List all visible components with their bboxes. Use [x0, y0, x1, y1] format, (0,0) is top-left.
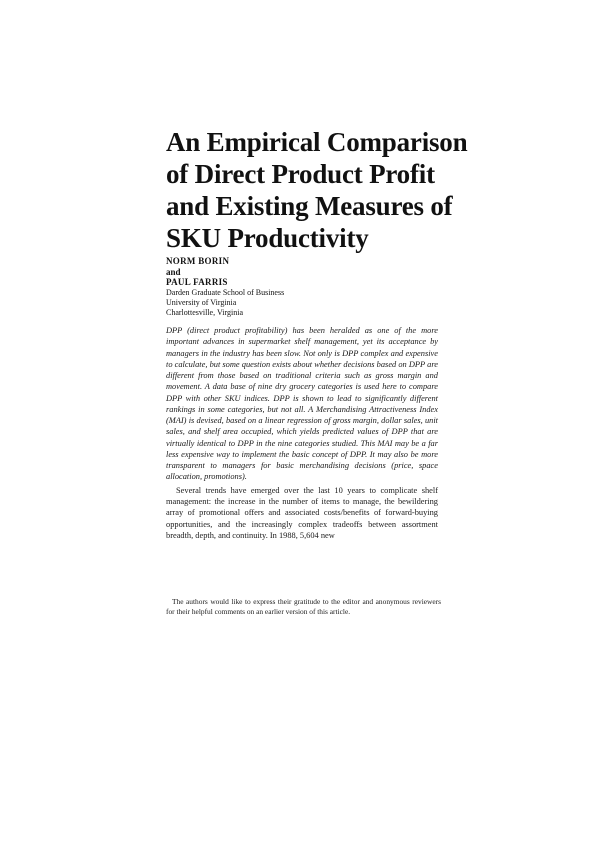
affiliation-line-1: Darden Graduate School of Business — [166, 287, 285, 297]
acknowledgment-footnote: The authors would like to express their gratitude to the editor and anonymous reviewers for their helpful comments on an earlier version of this article. — [166, 597, 441, 616]
title-line-4: SKU Productivity — [166, 223, 369, 253]
author-name-2: PAUL FARRIS — [166, 277, 228, 287]
article-title — [166, 126, 466, 254]
author-conjunction: and — [166, 266, 181, 277]
author-name-1: NORM BORIN — [166, 256, 230, 266]
affiliation-line-3: Charlottesville, Virginia — [166, 307, 243, 317]
abstract-paragraph: DPP (direct product profitability) has been heralded as one of the more important advances in supermarket shelf management, yet its acceptance by managers in the industry has been slow. Not only is DPP complex and expensive to calculate, but some question exists about whether decisions based on DPP are different from those based on traditional criteria such as gross margin and movement. A data base of nine dry grocery categories is used here to compare DPP with other SKU indices. DPP is shown to lead to significantly different rankings in some categories, but not all. A Merchandising Attractiveness Index (MAI) is devised, based on a linear regression of gross margin, dollar sales, unit sales, and shelf area occupied, which yields predicted values of DPP that are virtually identical to DPP in the nine categories studied. This MAI may be a far less expensive way to implement the basic concept of DPP. It may also be more transparent to managers for basic merchandising decisions (price, space allocation, promotions). — [166, 326, 438, 482]
title-line-2: of Direct Product Profit — [166, 159, 435, 189]
affiliation-line-2: University of Virginia — [166, 297, 237, 307]
title-line-1: An Empirical Comparison — [166, 127, 468, 157]
author-block — [166, 256, 466, 318]
body-paragraph: Several trends have emerged over the last 10 years to complicate shelf management: the increase in the number of items to manage, the bewildering array of promotional offers and associated costs/benefits of forward-buying opportunities, and the increasingly complex tradeoffs between assortment breadth, depth, and continuity. In 1988, 5,604 new — [166, 486, 438, 540]
title-line-3: and Existing Measures of — [166, 191, 453, 221]
